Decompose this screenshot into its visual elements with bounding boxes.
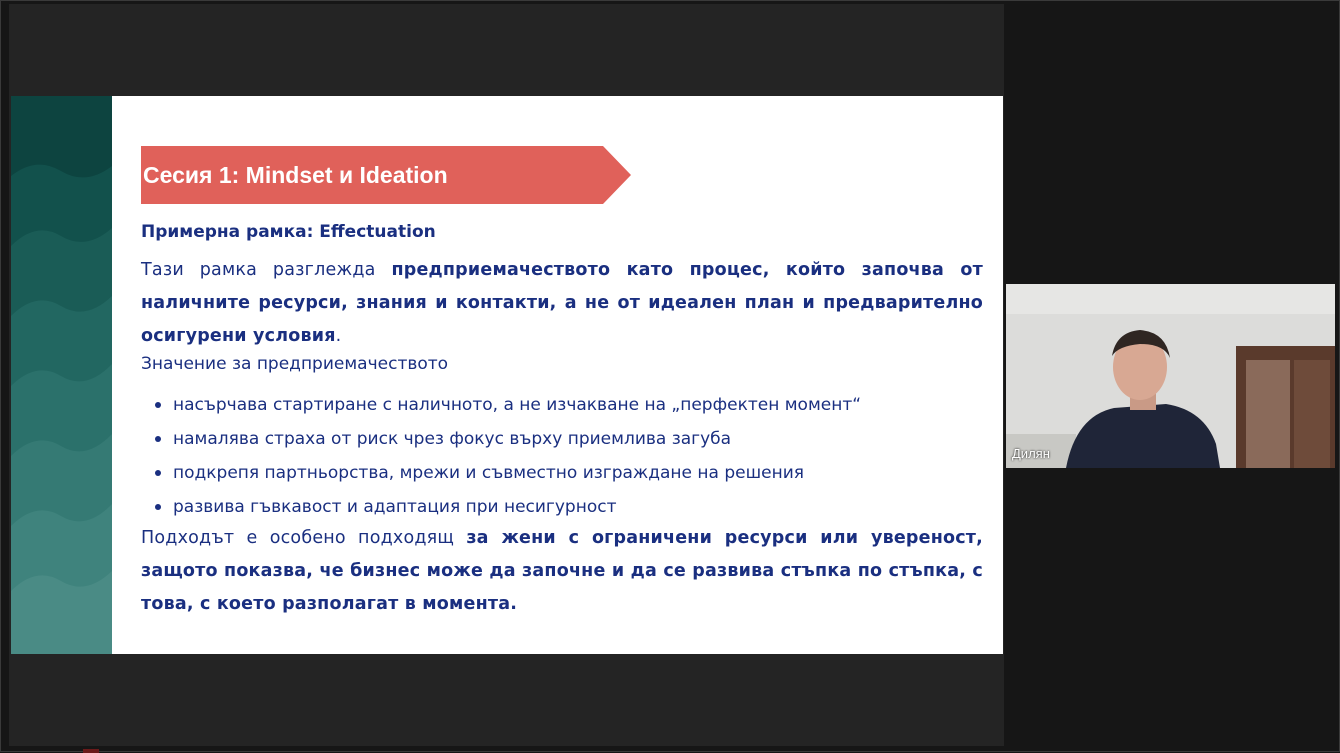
list-item [155,388,861,422]
participant-video-tile[interactable] [1006,284,1335,468]
presentation-slide [11,96,1003,654]
participant-video-feed [1006,284,1335,468]
bullet-text: намалява страха от риск чрез фокус върху приемлива загуба [173,429,732,449]
bullet-icon [155,470,161,476]
approach-paragraph [141,522,983,621]
list-item [155,490,861,524]
description-text-start: Тази рамка разглежда [141,260,392,280]
list-item [155,456,861,490]
slide-title: Сесия 1: Mindset и Ideation [143,162,448,188]
bullet-text: подкрепя партньорства, мрежи и съвместно изграждане на решения [173,463,804,483]
description-text-bold: предприемачеството като процес, който започва от наличните ресурси, знания и контакти, а не от идеален план и предварително осигурени условия [141,260,983,346]
significance-label: Значение за предприемачеството [141,354,449,374]
title-banner [141,146,631,204]
bullet-text: развива гъвкавост и адаптация при несигурност [173,497,617,517]
bullet-icon [155,436,161,442]
list-item [155,422,861,456]
description-text-end: . [335,326,342,346]
approach-text-bold: за жени с ограничени ресурси или увереност, защото показва, че бизнес може да започне и да се развива стъпка по стъпка, с това, с което разполагат в момента. [141,528,983,614]
bullet-list [155,388,861,524]
slide-content [141,96,983,654]
participant-name-label: Дилян [1012,446,1050,461]
status-indicator [83,749,99,753]
bullet-icon [155,504,161,510]
decorative-wave-band [11,96,112,654]
bullet-icon [155,402,161,408]
approach-text-start: Подходът е особено подходящ [141,528,467,548]
framework-heading: Примерна рамка: Effectuation [141,222,436,242]
framework-description [141,254,983,353]
bullet-text: насърчава стартиране с наличното, а не изчакване на „перфектен момент“ [173,395,862,415]
